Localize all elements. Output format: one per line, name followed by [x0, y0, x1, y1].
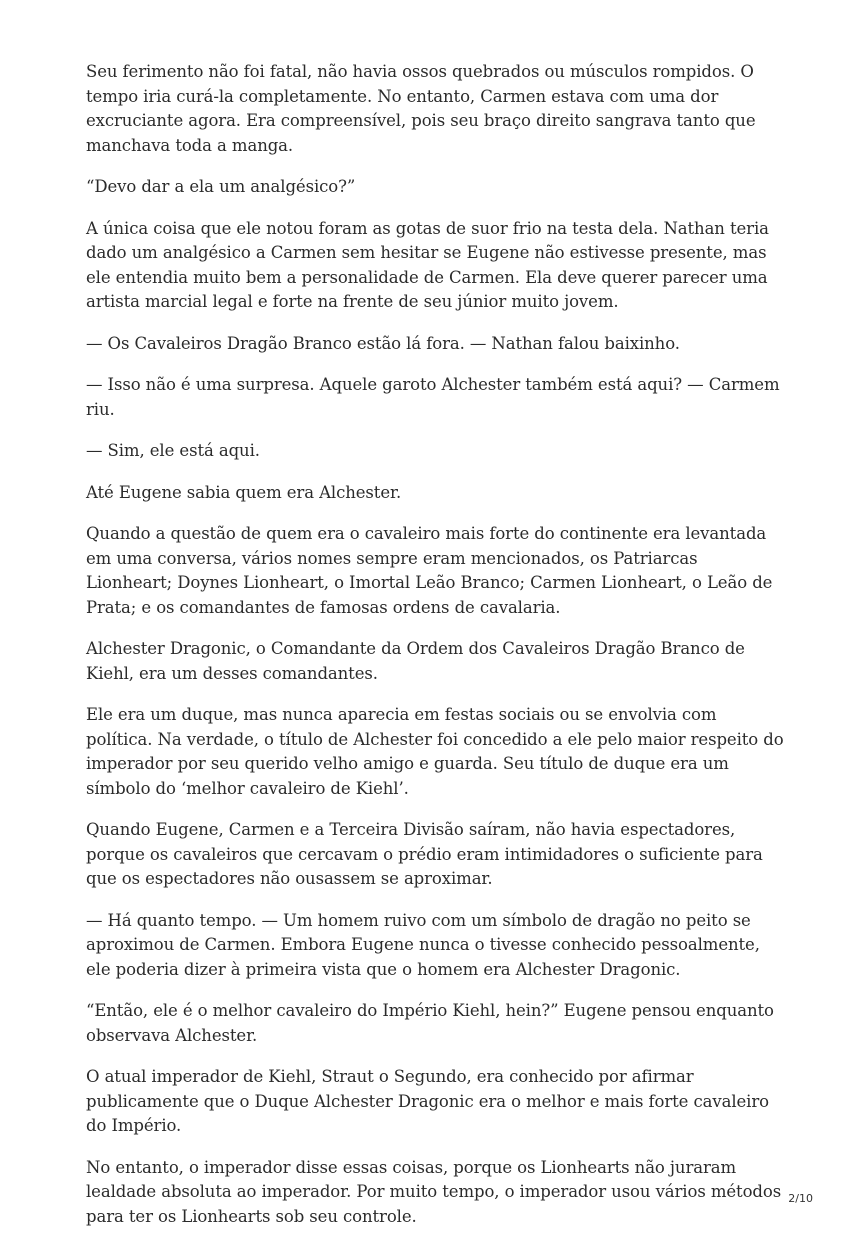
paragraph: A única coisa que ele notou foram as gotas de suor frio na testa dela. Nathan teria dado um analgésico a Carmen sem hesitar se Eugene não estivesse presente, mas ele entendia muito bem a personalidade de Carmen. Ela deve querer parecer uma artista marcial legal e forte na frente de seu júnior muito jovem. [86, 218, 769, 311]
paragraph: “Então, ele é o melhor cavaleiro do Império Kiehl, hein?” Eugene pensou enquanto observava Alchester. [86, 1001, 774, 1045]
paragraph: — Os Cavaleiros Dragão Branco estão lá fora. — Nathan falou baixinho. [86, 333, 680, 353]
paragraph: Quando Eugene, Carmen e a Terceira Divisão saíram, não havia espectadores, porque os cavaleiros que cercavam o prédio eram intimidadores o suficiente para que os espectadores não ousassem se aproximar. [86, 820, 763, 888]
paragraph: Alchester Dragonic, o Comandante da Ordem dos Cavaleiros Dragão Branco de Kiehl, era um desses comandantes. [86, 639, 745, 683]
paragraph: No entanto, o imperador disse essas coisas, porque os Lionhearts não juraram lealdade absoluta ao imperador. Por muito tempo, o imperador usou vários métodos para ter os Lionhearts sob seu controle. [86, 1157, 782, 1226]
paragraph: O atual imperador de Kiehl, Straut o Segundo, era conhecido por afirmar publicamente que o Duque Alchester Dragonic era o melhor e mais forte cavaleiro do Império. [86, 1067, 769, 1135]
paragraph: Ele era um duque, mas nunca aparecia em festas sociais ou se envolvia com política. Na verdade, o título de Alchester foi concedido a ele pelo maior respeito do imperador por seu querido velho amigo e guarda. Seu título de duque era um símbolo do ‘melhor cavaleiro de Kiehl’. [86, 705, 784, 798]
document-body [86, 60, 786, 1246]
paragraph: Até Eugene sabia quem era Alchester. [86, 482, 402, 502]
paragraph: — Sim, ele está aqui. [86, 441, 260, 460]
paragraph: Seu ferimento não foi fatal, não havia ossos quebrados ou músculos rompidos. O tempo iria curá-la completamente. No entanto, Carmen estava com uma dor excruciante agora. Era compreensível, pois seu braço direito sangrava tanto que manchava toda a manga. [86, 62, 756, 155]
paragraph: — Há quanto tempo. — Um homem ruivo com um símbolo de dragão no peito se aproximou de Carmen. Embora Eugene nunca o tivesse conhecido pessoalmente, ele poderia dizer à primeira vista que o homem era Alchester Dragonic. [86, 910, 760, 979]
paragraph: Quando a questão de quem era o cavaleiro mais forte do continente era levantada em uma conversa, vários nomes sempre eram mencionados, os Patriarcas Lionheart; Doynes Lionheart, o Imortal Leão Branco; Carmen Lionheart, o Leão de Prata; e os comandantes de famosas ordens de cavalaria. [86, 524, 773, 617]
paragraph: “Devo dar a ela um analgésico?” [86, 177, 356, 196]
paragraph: — Isso não é uma surpresa. Aquele garoto Alchester também está aqui? — Carmem riu. [86, 375, 780, 419]
page-number: 2/10 [788, 1192, 813, 1205]
